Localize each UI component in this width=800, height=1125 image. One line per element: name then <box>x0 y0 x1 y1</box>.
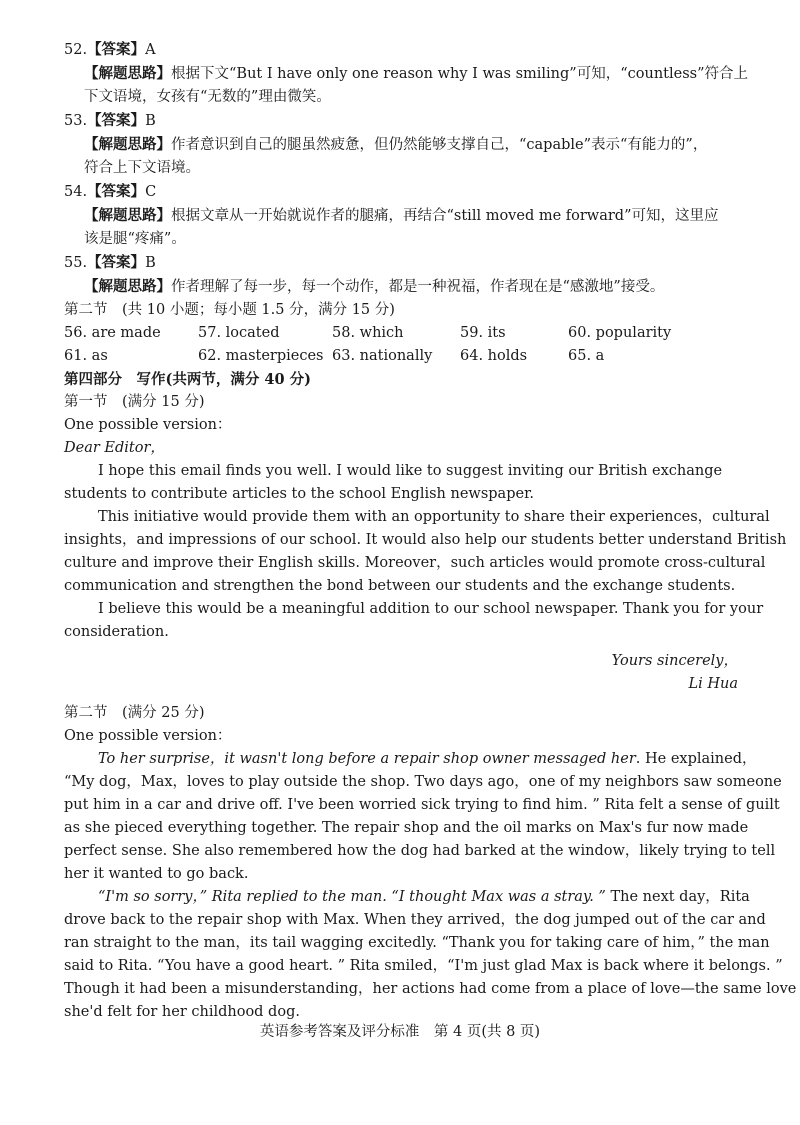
story-line: perfect sense. She also remembered how the dog had barked at the window，likely trying to tell <box>64 843 776 859</box>
page-footer: 英语参考答案及评分标准 第 4 页(共 8 页) <box>259 1024 541 1040</box>
story-line: her it wanted to go back. <box>64 866 249 882</box>
story-opening-italic: To her surprise，it wasn't long before a repair shop owner messaged her <box>98 751 636 767</box>
answer-65: 65. a <box>568 348 605 364</box>
answer-63: 63. nationally <box>332 348 433 364</box>
story-line: as she pieced everything together. The repair shop and the oil marks on Max's fur now made <box>64 820 749 836</box>
version-label-2: One possible version： <box>64 728 232 744</box>
letter-line: consideration. <box>64 624 169 640</box>
version-label: One possible version： <box>64 417 232 433</box>
story-line: said to Rita. “You have a good heart. ” Rita smiled，“I'm just glad Max is back where it belongs. ” <box>64 958 783 974</box>
story-line: drove back to the repair shop with Max. When they arrived，the dog jumped out of the car and <box>64 912 766 928</box>
letter-line: students to contribute articles to the school English newspaper. <box>64 486 535 502</box>
writing-section-1-title: 第一节 (满分 15 分) <box>64 394 205 410</box>
story-line: “My dog，Max，loves to play outside the shop. Two days ago，one of my neighbors saw someone <box>64 774 782 790</box>
letter-line: I believe this would be a meaningful addition to our school newspaper. Thank you for your <box>98 601 764 617</box>
story-line: put him in a car and drive off. I've been worried sick trying to find him. ” Rita felt a sense of guilt <box>64 797 780 813</box>
section-2-title: 第二节 (共 10 小题；每小题 1.5 分，满分 15 分) <box>64 302 395 318</box>
item-54-explanation: 【解题思路】根据文章从一开始就说作者的腿痛，再结合“still moved me forward”可知，这里应 <box>84 207 719 224</box>
letter-greeting: Dear Editor， <box>64 440 165 456</box>
story-line: she'd felt for her childhood dog. <box>64 1004 300 1020</box>
item-53-explanation-cont: 符合上下文语境。 <box>84 160 200 176</box>
fill-in-answers <box>64 322 738 368</box>
part-4-title: 第四部分 写作(共两节，满分 40 分) <box>64 371 311 388</box>
answer-58: 58. which <box>332 325 404 341</box>
story-line: To her surprise，it wasn't long before a repair shop owner messaged her. He explained， <box>98 751 757 767</box>
item-55-answer: 55.【答案】B <box>64 254 156 271</box>
answer-59: 59. its <box>460 325 506 341</box>
item-52-explanation: 【解题思路】根据下文“But I have only one reason why I was smiling”可知，“countless”符合上 <box>84 65 748 82</box>
story-para2-italic: “I'm so sorry，” Rita replied to the man. “I thought Max was a stray. ” <box>98 889 606 905</box>
story-line: ran straight to the man，its tail wagging excitedly. “Thank you for taking care of him，” the man <box>64 935 770 951</box>
letter-line: I hope this email finds you well. I would like to suggest inviting our British exchange <box>98 463 723 479</box>
answer-57: 57. located <box>198 325 280 341</box>
answer-64: 64. holds <box>460 348 528 364</box>
item-54-answer: 54.【答案】C <box>64 183 157 200</box>
letter-line: culture and improve their English skills. Moreover，such articles would promote cross-cultural <box>64 555 766 571</box>
item-55-explanation: 【解题思路】作者理解了每一步，每一个动作，都是一种祝福，作者现在是“感激地”接受。 <box>84 278 665 295</box>
answer-61: 61. as <box>64 348 108 364</box>
answer-56: 56. are made <box>64 325 161 341</box>
story-line: “I'm so sorry，” Rita replied to the man. “I thought Max was a stray. ” The next day，Rita <box>98 889 750 905</box>
item-52-answer: 52.【答案】A <box>64 41 156 58</box>
writing-section-2-title: 第二节 (满分 25 分) <box>64 705 205 721</box>
item-53-explanation: 【解题思路】作者意识到自己的腿虽然疲惫，但仍然能够支撑自己，“capable”表示“有能力的”， <box>84 136 708 153</box>
letter-closing: Yours sincerely， <box>611 653 738 669</box>
letter-signature: Li Hua <box>688 676 738 692</box>
item-52-explanation-cont: 下文语境，女孩有“无数的”理由微笑。 <box>84 89 331 105</box>
letter-line: This initiative would provide them with an opportunity to share their experiences，cultural <box>98 509 770 525</box>
letter-line: insights，and impressions of our school. It would also help our students better understand British <box>64 532 787 548</box>
item-53-answer: 53.【答案】B <box>64 112 156 129</box>
answer-62: 62. masterpieces <box>198 348 324 364</box>
answer-60: 60. popularity <box>568 325 672 341</box>
letter-line: communication and strengthen the bond between our students and the exchange students. <box>64 578 736 594</box>
story-line: Though it had been a misunderstanding，her actions had come from a place of love—the same love <box>64 981 797 997</box>
item-54-explanation-cont: 该是腿“疼痛”。 <box>84 231 186 247</box>
